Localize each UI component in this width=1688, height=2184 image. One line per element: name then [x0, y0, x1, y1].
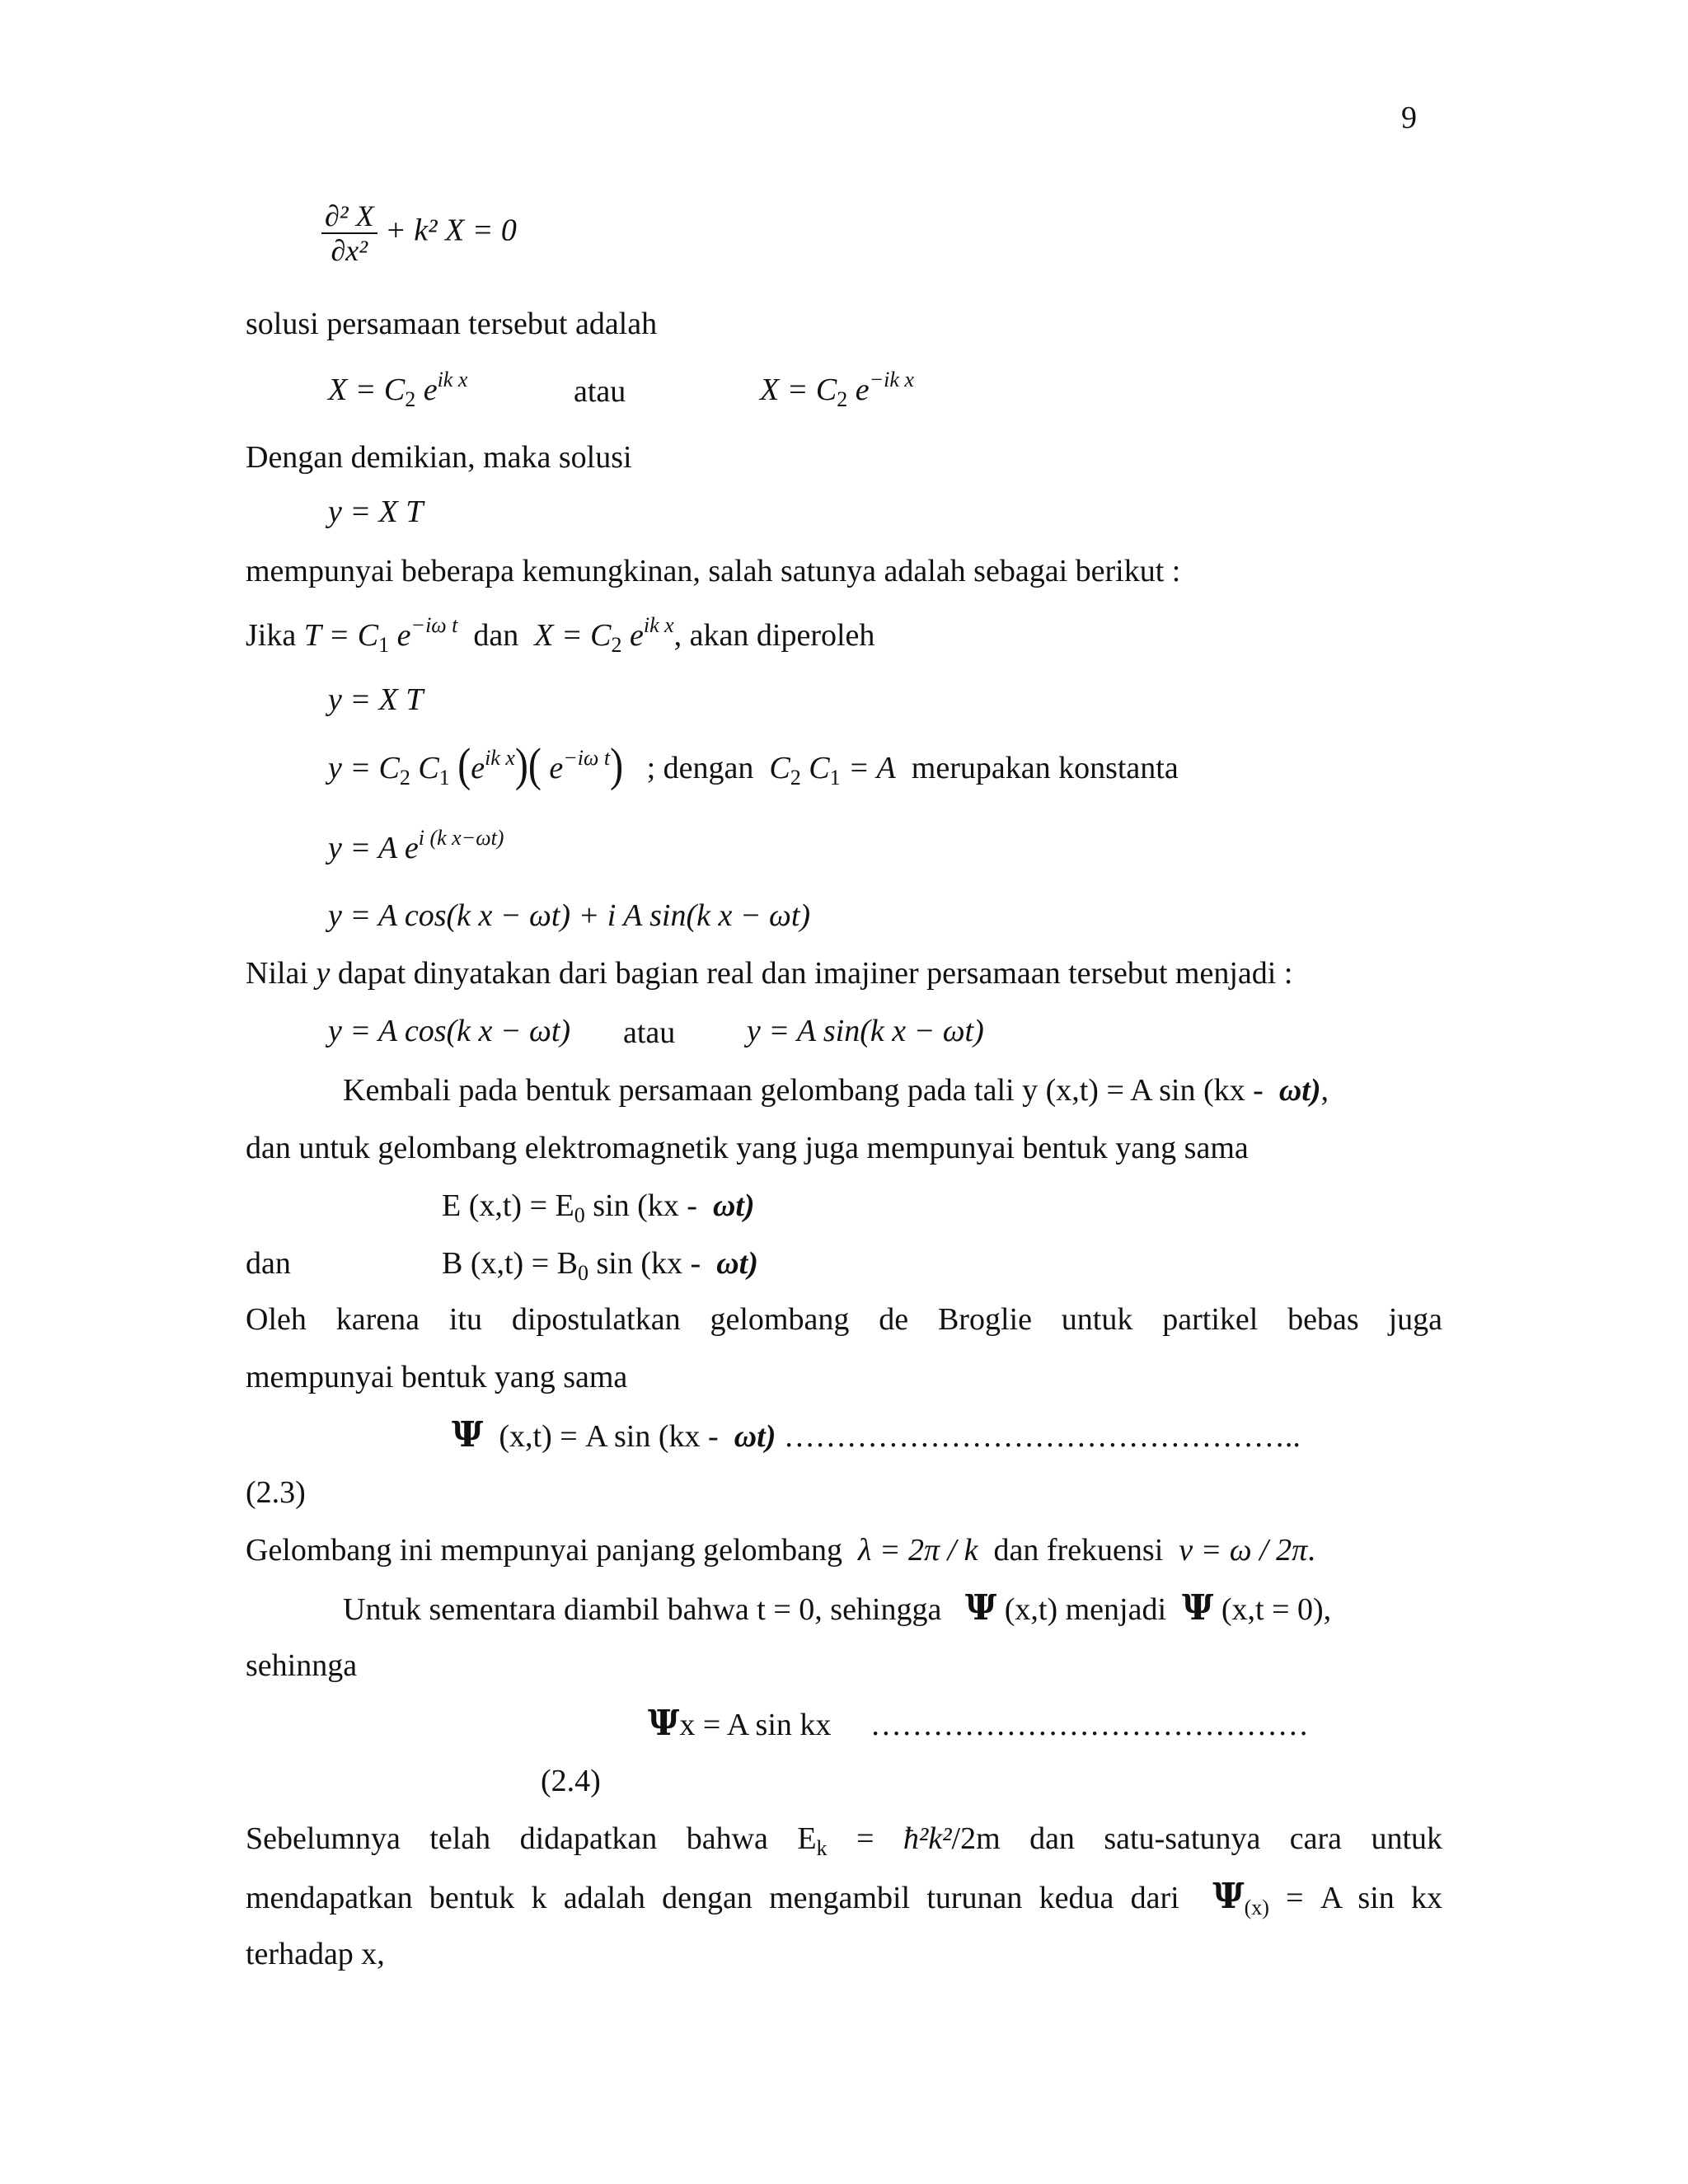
eq-text: e — [621, 618, 644, 653]
psi-symbol: Ψ — [648, 1703, 680, 1743]
paragraph-mempunyai: mempunyai beberapa kemungkinan, salah satunya adalah sebagai berikut : — [246, 554, 1181, 588]
text: Gelombang ini mempunyai panjang gelombang — [246, 1533, 842, 1568]
eq-text: C — [800, 751, 830, 785]
paragraph-jika — [246, 613, 875, 658]
equation-psi-x — [648, 1704, 1309, 1744]
text: (x,t) = A sin (kx - — [499, 1419, 719, 1454]
subscript: 1 — [438, 766, 450, 790]
equation-y-xt-2: y = X T — [328, 682, 424, 717]
psi-symbol: Ψ — [1182, 1587, 1214, 1628]
text: /2m dan satu-satunya cara untuk — [951, 1821, 1442, 1856]
equation-psi — [452, 1416, 1301, 1455]
eq-X — [534, 613, 674, 657]
paragraph-terhadap: terhadap x, — [246, 1937, 385, 1971]
eq-text: e — [847, 373, 870, 407]
paragraph-sebelumnya — [246, 1820, 1442, 1861]
superscript: ik x — [437, 368, 468, 391]
eq-text: X = C — [534, 618, 612, 653]
equation-y-cos: y = A cos(k x − ωt) — [328, 1014, 571, 1048]
paragraph-sehinnga: sehinnga — [246, 1648, 358, 1683]
text: mendapatkan bentuk k adalah dengan mengambil turunan kedua dari — [246, 1881, 1179, 1915]
text: Untuk sementara diambil bahwa t = 0, sehingga — [343, 1592, 942, 1627]
text: dan frekuensi — [993, 1533, 1164, 1568]
subscript: 0 — [578, 1261, 588, 1285]
fraction — [321, 199, 377, 267]
psi-symbol: Ψ — [1212, 1876, 1245, 1916]
eq-text: y = A e — [328, 831, 419, 865]
eq-text: e — [549, 751, 564, 785]
text: ; dengan — [646, 751, 754, 785]
text: dapat dinyatakan dari bagian real dan imajiner persamaan tersebut menjadi : — [330, 956, 1293, 991]
text: Jika — [246, 618, 297, 653]
subscript: 2 — [790, 766, 801, 790]
equation-rest: + k² X = 0 — [385, 213, 517, 248]
omega-symbol: ωt) — [1278, 1073, 1321, 1108]
eq-text: e — [389, 618, 411, 653]
omega-symbol: ωt) — [734, 1419, 776, 1454]
equation-differential — [321, 199, 517, 267]
omega-symbol: ωt) — [716, 1246, 758, 1281]
word-atau-2: atau — [623, 1015, 676, 1050]
lambda-formula: λ = 2π / k — [857, 1533, 978, 1568]
subscript: 1 — [829, 766, 841, 790]
paren: ( — [528, 738, 542, 792]
paragraph-gelombang — [246, 1531, 1315, 1569]
subscript: 2 — [611, 633, 622, 657]
nu-formula: ν = ω / 2π — [1179, 1533, 1308, 1568]
eq-lhs — [328, 751, 450, 790]
equation-y-cos-sin: y = A cos(k x − ωt) + i A sin(k x − ωt) — [328, 898, 811, 933]
text: (x,t = 0), — [1221, 1592, 1332, 1627]
paragraph-mendapatkan — [246, 1877, 1442, 1920]
text: Nilai — [246, 956, 316, 991]
paren: ) — [514, 738, 528, 792]
paragraph-oleh-2: mempunyai bentuk yang sama — [246, 1360, 628, 1394]
eq-constant — [769, 751, 896, 790]
superscript: ik x — [643, 613, 674, 637]
equation-number-2-4: (2.4) — [541, 1764, 601, 1798]
omega-symbol: ωt) — [712, 1188, 755, 1223]
paragraph-dengan: Dengan demikian, maka solusi — [246, 440, 632, 475]
text: (x,t) menjadi — [1004, 1592, 1167, 1627]
subscript: 2 — [837, 387, 848, 411]
label-dan: dan — [246, 1246, 291, 1281]
paragraph-untuk — [343, 1589, 1331, 1629]
equation-number-2-3: (2.3) — [246, 1475, 306, 1510]
eq-text: = A — [840, 751, 896, 785]
text: B (x,t) = B — [442, 1246, 578, 1281]
text: x = A sin kx — [679, 1708, 832, 1742]
subscript: 1 — [378, 633, 390, 657]
fraction-denominator: ∂x² — [331, 234, 368, 267]
equation-y-sin: y = A sin(k x − ωt) — [747, 1014, 984, 1048]
psi-symbol: Ψ — [964, 1587, 997, 1628]
text: = — [827, 1821, 903, 1856]
psi-symbol: Ψ — [452, 1414, 484, 1455]
equation-B — [442, 1244, 758, 1286]
text: Sebelumnya telah didapatkan bahwa E — [246, 1821, 817, 1856]
paragraph-kembali-2: dan untuk gelombang elektromagnetik yang juga mempunyai bentuk yang sama — [246, 1131, 1249, 1165]
superscript: −iω t — [563, 746, 611, 770]
dot-leader: …………………………………… — [870, 1708, 1309, 1742]
paragraph-nilai — [246, 954, 1292, 992]
eq-text: C — [769, 751, 790, 785]
equation-y-ae — [328, 826, 504, 870]
text: . — [1307, 1533, 1315, 1568]
eq-text: X = C — [328, 373, 406, 407]
superscript: i (k x−ωt) — [418, 826, 504, 850]
equation-y-c2c1 — [328, 738, 1179, 792]
eq-text: T = C — [303, 618, 379, 653]
text: E (x,t) = E — [442, 1188, 574, 1223]
superscript: −iω t — [410, 613, 458, 637]
eq-text: e — [471, 751, 485, 785]
text: sin (kx - — [588, 1246, 701, 1281]
paren: ( — [457, 738, 471, 792]
paragraph-oleh: Oleh karena itu dipostulatkan gelombang de Broglie untuk partikel bebas juga — [246, 1302, 1442, 1337]
text: , akan diperoleh — [673, 618, 875, 653]
equation-y-xt: y = X T — [328, 494, 424, 529]
subscript: 2 — [405, 387, 416, 411]
subscript: k — [816, 1836, 828, 1860]
text: = A sin kx — [1268, 1881, 1443, 1915]
subscript: (x) — [1244, 1896, 1269, 1919]
superscript: ik x — [485, 746, 515, 770]
text: Kembali pada bentuk persamaan gelombang pada tali y (x,t) = A sin (kx - — [343, 1073, 1264, 1108]
paragraph-solusi: solusi persamaan tersebut adalah — [246, 307, 658, 341]
page-number: 9 — [1401, 101, 1417, 135]
equation-solution-x — [328, 368, 468, 412]
equation-solution-x-neg — [760, 368, 914, 412]
text: , — [1320, 1073, 1329, 1108]
subscript: 0 — [574, 1203, 585, 1227]
hbar-formula: ħ²k² — [903, 1821, 952, 1856]
paragraph-kembali — [343, 1071, 1329, 1109]
eq-T — [303, 613, 458, 657]
fraction-numerator: ∂² X — [321, 199, 377, 234]
eq-text: X = C — [760, 373, 837, 407]
subscript: 2 — [399, 766, 410, 790]
text: y — [316, 956, 331, 991]
text: dan — [473, 618, 519, 653]
eq-text: y = C — [328, 751, 400, 785]
eq-text: e — [415, 373, 438, 407]
superscript: −ik x — [869, 368, 914, 391]
eq-text: C — [410, 751, 439, 785]
equation-E — [442, 1187, 755, 1228]
dot-leader: ………………………………………….. — [783, 1419, 1301, 1454]
word-atau: atau — [574, 374, 626, 409]
text: sin (kx - — [584, 1188, 697, 1223]
paren: ) — [610, 738, 624, 792]
text: merupakan konstanta — [911, 751, 1179, 785]
